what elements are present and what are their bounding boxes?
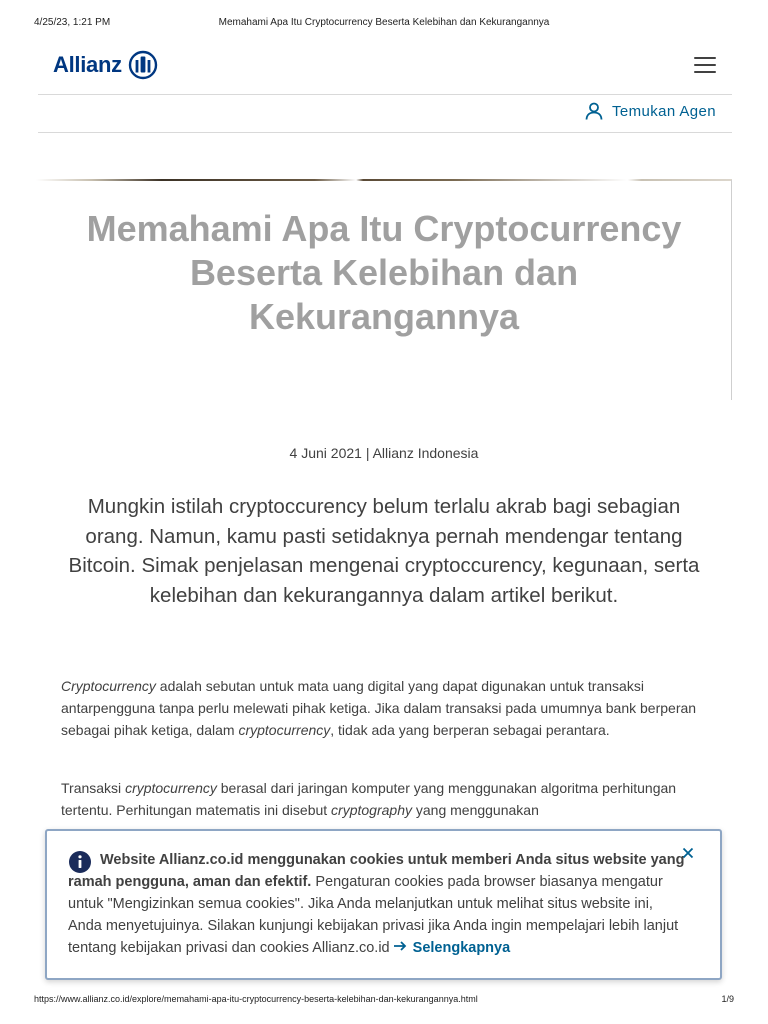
p1-text-b: , tidak ada yang berperan sebagai perantara. xyxy=(330,722,610,738)
p2-text-b: berasal dari jaringan komputer yang menggunakan algoritma perhitungan tertentu. Perhitungan matematis ini disebut xyxy=(61,780,677,818)
user-icon xyxy=(585,102,603,120)
p1-text-a: adalah sebutan untuk mata uang digital yang dapat digunakan untuk transaksi antarpengguna tanpa perlu melewati pihak ketiga. Jika dalam transaksi pada umumnya bank berperan sebagai pihak ketiga, dalam xyxy=(61,678,697,738)
agent-bar xyxy=(38,94,732,133)
allianz-logo[interactable] xyxy=(53,50,158,80)
article-paragraph-1 xyxy=(61,675,711,741)
term-cryptocurrency-2: cryptocurrency xyxy=(238,722,331,738)
cookie-more-label: Selengkapnya xyxy=(412,940,511,956)
hamburger-menu-icon[interactable] xyxy=(694,57,716,75)
find-agent-label: Temukan Agen xyxy=(611,102,716,120)
cookie-body-text: Pengaturan cookies pada browser biasanya mengatur untuk "Mengizinkan semua cookies". Jika Anda melanjutkan untuk melihat situs website ini, Anda menyetujuinya. Silakan kunjungi kebijakan privasi jika Anda ingin mempelajari lebih lanjut tentang kebijakan privasi dan cookies Allianz.co.id xyxy=(68,874,679,956)
close-icon[interactable] xyxy=(682,847,694,859)
print-datetime: 4/25/23, 1:21 PM xyxy=(34,17,111,28)
hero-image-edge xyxy=(36,179,732,181)
print-page-number: 1/9 xyxy=(721,994,734,1004)
allianz-eagle-logo-icon xyxy=(128,50,158,80)
article-paragraph-2 xyxy=(61,777,711,821)
p2-text-a: Transaksi xyxy=(61,780,126,796)
p2-text-c: yang menggunakan xyxy=(411,802,539,818)
article-title: Memahami Apa Itu Cryptocurrency Beserta Kelebihan dan Kekurangannya xyxy=(86,208,682,337)
print-header xyxy=(34,17,734,31)
find-agent-link[interactable] xyxy=(585,102,716,120)
site-header xyxy=(38,40,732,95)
hero-border xyxy=(731,180,732,400)
logo-text: Allianz xyxy=(53,52,122,77)
article-byline: 4 Juni 2021 | Allianz Indonesia xyxy=(289,445,479,461)
arrow-right-icon xyxy=(394,941,407,951)
term-cryptocurrency: Cryptocurrency xyxy=(61,678,156,694)
cookie-banner xyxy=(45,829,722,980)
term-cryptocurrency-3: cryptocurrency xyxy=(125,780,217,796)
print-url: https://www.allianz.co.id/explore/memahami-apa-itu-cryptocurrency-beserta-kelebihan-dan-kekurangannya.html xyxy=(34,994,478,1004)
cookie-more-link[interactable] xyxy=(394,940,511,956)
cookie-bold-text: Website Allianz.co.id menggunakan cookies untuk memberi Anda situs website yang ramah pengguna, aman dan efektif. xyxy=(68,852,685,890)
term-cryptography: cryptography xyxy=(331,802,412,818)
article-lead: Mungkin istilah cryptoccurency belum terlalu akrab bagi sebagian orang. Namun, kamu pasti setidaknya pernah mendengar tentang Bitcoin. Simak penjelasan mengenai cryptoccurency, kegunaan, serta kelebihan dan kekurangannya dalam artikel berikut. xyxy=(68,495,700,607)
print-title: Memahami Apa Itu Cryptocurrency Beserta Kelebihan dan Kekurangannya xyxy=(218,17,550,28)
cookie-message xyxy=(68,849,688,959)
print-footer xyxy=(34,994,734,1008)
